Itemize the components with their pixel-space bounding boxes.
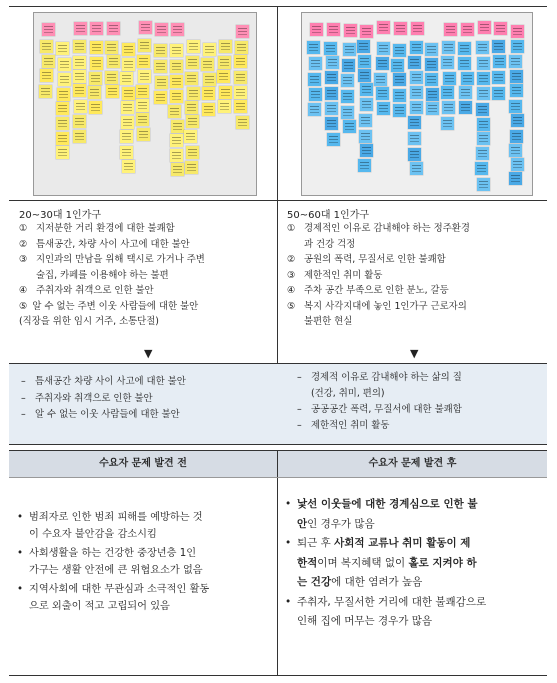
sticky-note: [185, 101, 198, 114]
sticky-note: [393, 73, 406, 86]
list-item: – 주취자와 취객으로 인한 불안: [21, 392, 153, 404]
sticky-note-header: [394, 22, 407, 35]
sticky-note: [393, 44, 406, 57]
sticky-note: [170, 75, 183, 88]
sticky-note: [509, 100, 522, 113]
sticky-note-header: [478, 21, 491, 34]
sticky-note: [122, 160, 135, 173]
sticky-note-header: [360, 25, 373, 38]
sticky-note: [219, 40, 232, 53]
sticky-note: [425, 43, 438, 56]
sticky-note: [170, 44, 183, 57]
sticky-note: [341, 106, 354, 119]
sticky-note: [234, 71, 247, 84]
sticky-note: [360, 98, 373, 111]
list-item: ② 공원의 폭력, 무질서로 인한 불쾌함: [287, 254, 446, 265]
list-item: ② 틈새공간, 차량 사이 사고에 대한 불안: [19, 238, 190, 250]
sticky-note: [88, 86, 101, 99]
sticky-note: [39, 85, 52, 98]
list-item: – 알 수 없는 이웃 사람들에 대한 불안: [21, 409, 180, 420]
table-border-top: [9, 6, 547, 7]
sticky-note: [426, 102, 439, 115]
sticky-note: [325, 71, 338, 84]
list-item: ⑤ 복지 사각지대에 놓인 1인가구 근로자의 불편한 현실: [287, 300, 467, 327]
sticky-note: [442, 41, 455, 54]
sticky-note: [73, 84, 86, 97]
list-item: ④ 주취자와 취객으로 인한 불안: [19, 285, 154, 296]
sticky-note: [374, 73, 387, 86]
sticky-note: [235, 41, 248, 54]
sticky-note: [410, 71, 423, 84]
sticky-note: [377, 42, 390, 55]
sticky-note: [56, 132, 69, 145]
sticky-note: [476, 103, 489, 116]
sticky-note: [56, 42, 69, 55]
sticky-note: [170, 134, 183, 147]
sticky-note: [324, 42, 337, 55]
sticky-note: [184, 130, 197, 143]
sticky-note-header: [42, 23, 55, 36]
sticky-note: [170, 149, 183, 162]
sticky-note: [138, 70, 151, 83]
list-item: – 틈새공간 차량 사이 사고에 대한 불안: [21, 376, 186, 387]
sticky-note: [201, 58, 214, 71]
sticky-note: [58, 58, 71, 71]
list-item: ③ 제한적인 취미 활동: [287, 269, 383, 281]
problem-list-20-30: [19, 221, 275, 330]
photo-sticky-notes-2030: [33, 12, 257, 196]
column-divider-bottom: [277, 450, 278, 675]
sticky-note: [358, 159, 371, 172]
sticky-note: [234, 55, 247, 68]
list-item: (건강, 취미, 편의): [311, 388, 385, 399]
divider-before-after: [9, 444, 547, 445]
sticky-note: [391, 59, 404, 72]
sticky-note: [107, 55, 120, 68]
sticky-note: [138, 39, 151, 52]
sticky-note: [477, 118, 490, 131]
sticky-note: [309, 57, 322, 70]
sticky-note: [443, 72, 456, 85]
sticky-note-header: [139, 21, 152, 34]
sticky-note: [73, 40, 86, 53]
sticky-note-grid: [302, 13, 532, 195]
sticky-note: [89, 72, 102, 85]
sticky-note: [218, 100, 231, 113]
sticky-note-header: [171, 23, 184, 36]
sticky-note: [359, 114, 372, 127]
sticky-note: [40, 40, 53, 53]
header-after: 수요자 문제 발견 후: [278, 451, 547, 477]
sticky-note-header: [74, 22, 87, 35]
sticky-note: [359, 130, 372, 143]
sticky-note: [511, 40, 524, 53]
sticky-note: [477, 72, 490, 85]
before-list: [17, 509, 275, 615]
sticky-note: [476, 147, 489, 160]
sticky-note: [74, 100, 87, 113]
table-border-bottom: [9, 675, 547, 676]
sticky-note: [186, 146, 199, 159]
sticky-note: [441, 117, 454, 130]
sticky-note: [509, 55, 522, 68]
sticky-note: [461, 72, 474, 85]
sticky-note: [136, 99, 149, 112]
sticky-note: [408, 56, 421, 69]
sticky-note-header: [377, 21, 390, 34]
sticky-note: [73, 115, 86, 128]
sticky-note: [425, 58, 438, 71]
sticky-note: [357, 40, 370, 53]
sticky-note: [122, 58, 135, 71]
sticky-note: [56, 146, 69, 159]
sticky-note-header: [310, 23, 323, 36]
sticky-note: [358, 69, 371, 82]
sticky-note: [476, 41, 489, 54]
sticky-note: [236, 116, 249, 129]
sticky-note: [57, 88, 70, 101]
sticky-note: [185, 161, 198, 174]
sticky-note: [186, 56, 199, 69]
header-before: 수요자 문제 발견 전: [9, 451, 277, 477]
sticky-note: [122, 87, 135, 100]
sticky-note: [168, 105, 181, 118]
sticky-note: [309, 88, 322, 101]
sticky-note: [308, 103, 321, 116]
sticky-note: [510, 84, 523, 97]
sticky-note: [185, 72, 198, 85]
sticky-note: [343, 120, 356, 133]
sticky-note: [137, 55, 150, 68]
sticky-note: [154, 60, 167, 73]
sticky-note-header: [236, 25, 249, 38]
list-item: • 지역사회에 대한 무관심과 소극적인 활동 으로 외출이 적고 고립되어 있음: [17, 584, 210, 612]
sticky-note: [441, 56, 454, 69]
sticky-note: [73, 70, 86, 83]
arrow-down-icon: ▼: [410, 347, 419, 360]
list-item: ⑤ 알 수 없는 주변 이웃 사람들에 대한 불안 (직장을 위한 임시 거주, 소통단절): [19, 300, 199, 327]
summary-list-20-30: [19, 374, 269, 424]
sticky-note-header: [327, 23, 340, 36]
list-item: ① 지저분한 거리 환경에 대한 불쾌함: [19, 223, 175, 234]
sticky-note: [511, 158, 524, 171]
sticky-note: [154, 91, 167, 104]
list-item: – 경제적 이유로 감내해야 하는 삶의 질: [297, 372, 462, 383]
sticky-note-header: [511, 25, 524, 38]
list-item: • 범죄자로 인한 범죄 피해를 예방하는 것 이 수요자 불안감을 감소시킴: [17, 512, 203, 540]
sticky-note: [358, 55, 371, 68]
sticky-note: [106, 85, 119, 98]
sticky-note: [105, 41, 118, 54]
sticky-note: [477, 87, 490, 100]
sticky-note: [492, 40, 505, 53]
sticky-note: [170, 60, 183, 73]
sticky-note: [458, 57, 471, 70]
sticky-note: [425, 73, 438, 86]
sticky-note: [410, 162, 423, 175]
sticky-note: [56, 117, 69, 130]
sticky-note: [202, 87, 215, 100]
sticky-note: [360, 83, 373, 96]
sticky-note: [120, 146, 133, 159]
sticky-note-header: [90, 22, 103, 35]
sticky-note: [393, 104, 406, 117]
sticky-note: [155, 76, 168, 89]
divider-photo-text: [9, 200, 547, 201]
sticky-note: [217, 70, 230, 83]
sticky-note: [42, 55, 55, 68]
sticky-note: [510, 70, 523, 83]
sticky-note: [121, 101, 134, 114]
list-item: – 제한적인 취미 활동: [297, 420, 390, 431]
sticky-note: [219, 86, 232, 99]
list-item: • 사회생활을 하는 건강한 중장년층 1인 가구는 생활 안전에 큰 위협요소가 없음: [17, 548, 203, 576]
sticky-note: [73, 56, 86, 69]
sticky-note-header: [107, 22, 120, 35]
sticky-note: [203, 43, 216, 56]
sticky-note: [154, 44, 167, 57]
sticky-note: [90, 41, 103, 54]
list-item: • 낯선 이웃들에 대한 경계심으로 인한 불 안인 경우가 많음: [285, 498, 478, 530]
sticky-note: [492, 71, 505, 84]
sticky-note: [307, 41, 320, 54]
sticky-note: [171, 120, 184, 133]
sticky-note-header: [411, 22, 424, 35]
sticky-note: [40, 69, 53, 82]
sticky-note: [360, 144, 373, 157]
sticky-note-grid: [34, 13, 256, 195]
heading-20-30: 20~30대 1인가구: [19, 210, 102, 221]
sticky-note-header: [494, 22, 507, 35]
list-item: • 주취자, 무질서한 거리에 대한 불쾌감으로 인해 집에 머무는 경우가 많음: [285, 595, 487, 627]
sticky-note: [137, 128, 150, 141]
sticky-note: [459, 86, 472, 99]
sticky-note: [170, 90, 183, 103]
list-item: ④ 주차 공간 부족으로 인한 분노, 갈등: [287, 285, 449, 296]
sticky-note: [90, 57, 103, 70]
sticky-note: [459, 101, 472, 114]
sticky-note: [73, 130, 86, 143]
sticky-note: [493, 55, 506, 68]
sticky-note: [327, 133, 340, 146]
sticky-note: [105, 71, 118, 84]
sticky-note: [426, 88, 439, 101]
sticky-note: [234, 100, 247, 113]
sticky-note: [171, 163, 184, 176]
sticky-note: [408, 116, 421, 129]
sticky-note: [136, 85, 149, 98]
sticky-note: [510, 130, 523, 143]
sticky-note: [442, 101, 455, 114]
sticky-note: [202, 103, 215, 116]
sticky-note: [377, 102, 390, 115]
sticky-note: [56, 102, 69, 115]
sticky-note: [121, 116, 134, 129]
list-item: • 퇴근 후 사회적 교류나 취미 활동이 제 한적이며 복지혜택 없이 홀로 지켜야 하 는 건강에 대한 염려가 높음: [285, 537, 477, 588]
sticky-note: [408, 148, 421, 161]
sticky-note: [187, 87, 200, 100]
sticky-note: [203, 73, 216, 86]
list-item: ① 경제적인 이유로 감내해야 하는 정주환경 과 건강 걱정: [287, 223, 470, 250]
sticky-note: [410, 86, 423, 99]
sticky-note: [136, 113, 149, 126]
sticky-note: [218, 56, 231, 69]
sticky-note: [341, 74, 354, 87]
sticky-note-header: [461, 23, 474, 36]
sticky-note: [393, 89, 406, 102]
sticky-note: [326, 56, 339, 69]
photo-sticky-notes-5060: [301, 12, 533, 196]
problem-list-50-60: [287, 221, 545, 330]
sticky-note: [410, 101, 423, 114]
sticky-note: [343, 43, 356, 56]
sticky-note: [120, 72, 133, 85]
heading-50-60: 50~60대 1인가구: [287, 210, 370, 221]
sticky-note: [186, 115, 199, 128]
sticky-note: [341, 90, 354, 103]
sticky-note: [477, 178, 490, 191]
sticky-note: [308, 73, 321, 86]
sticky-note: [492, 87, 505, 100]
sticky-note: [325, 117, 338, 130]
sticky-note: [477, 57, 490, 70]
sticky-note: [234, 86, 247, 99]
list-item: – 공공공간 폭력, 무질서에 대한 불쾌함: [297, 404, 462, 415]
sticky-note: [408, 132, 421, 145]
sticky-note: [477, 132, 490, 145]
comparison-table: [9, 6, 547, 676]
sticky-note: [511, 114, 524, 127]
sticky-note: [458, 42, 471, 55]
sticky-note: [120, 130, 133, 143]
sticky-note: [475, 162, 488, 175]
summary-list-50-60: [295, 370, 545, 434]
sticky-note: [376, 57, 389, 70]
header-underline: [9, 477, 547, 478]
sticky-note: [509, 144, 522, 157]
sticky-note: [122, 43, 135, 56]
sticky-note: [89, 101, 102, 114]
sticky-note: [325, 102, 338, 115]
sticky-note: [342, 59, 355, 72]
sticky-note: [325, 87, 338, 100]
list-item: ③ 지인과의 만남을 위해 택시로 가거나 주변 술집, 카페를 이용해야 하는 불편: [19, 254, 205, 281]
sticky-note-header: [444, 23, 457, 36]
after-list: [285, 495, 547, 632]
sticky-note: [58, 73, 71, 86]
sticky-note-header: [344, 24, 357, 37]
sticky-note: [509, 172, 522, 185]
sticky-note: [410, 41, 423, 54]
sticky-note: [376, 87, 389, 100]
sticky-note: [187, 40, 200, 53]
sticky-note-header: [155, 23, 168, 36]
arrow-down-icon: ▼: [144, 347, 153, 360]
sticky-note: [441, 86, 454, 99]
